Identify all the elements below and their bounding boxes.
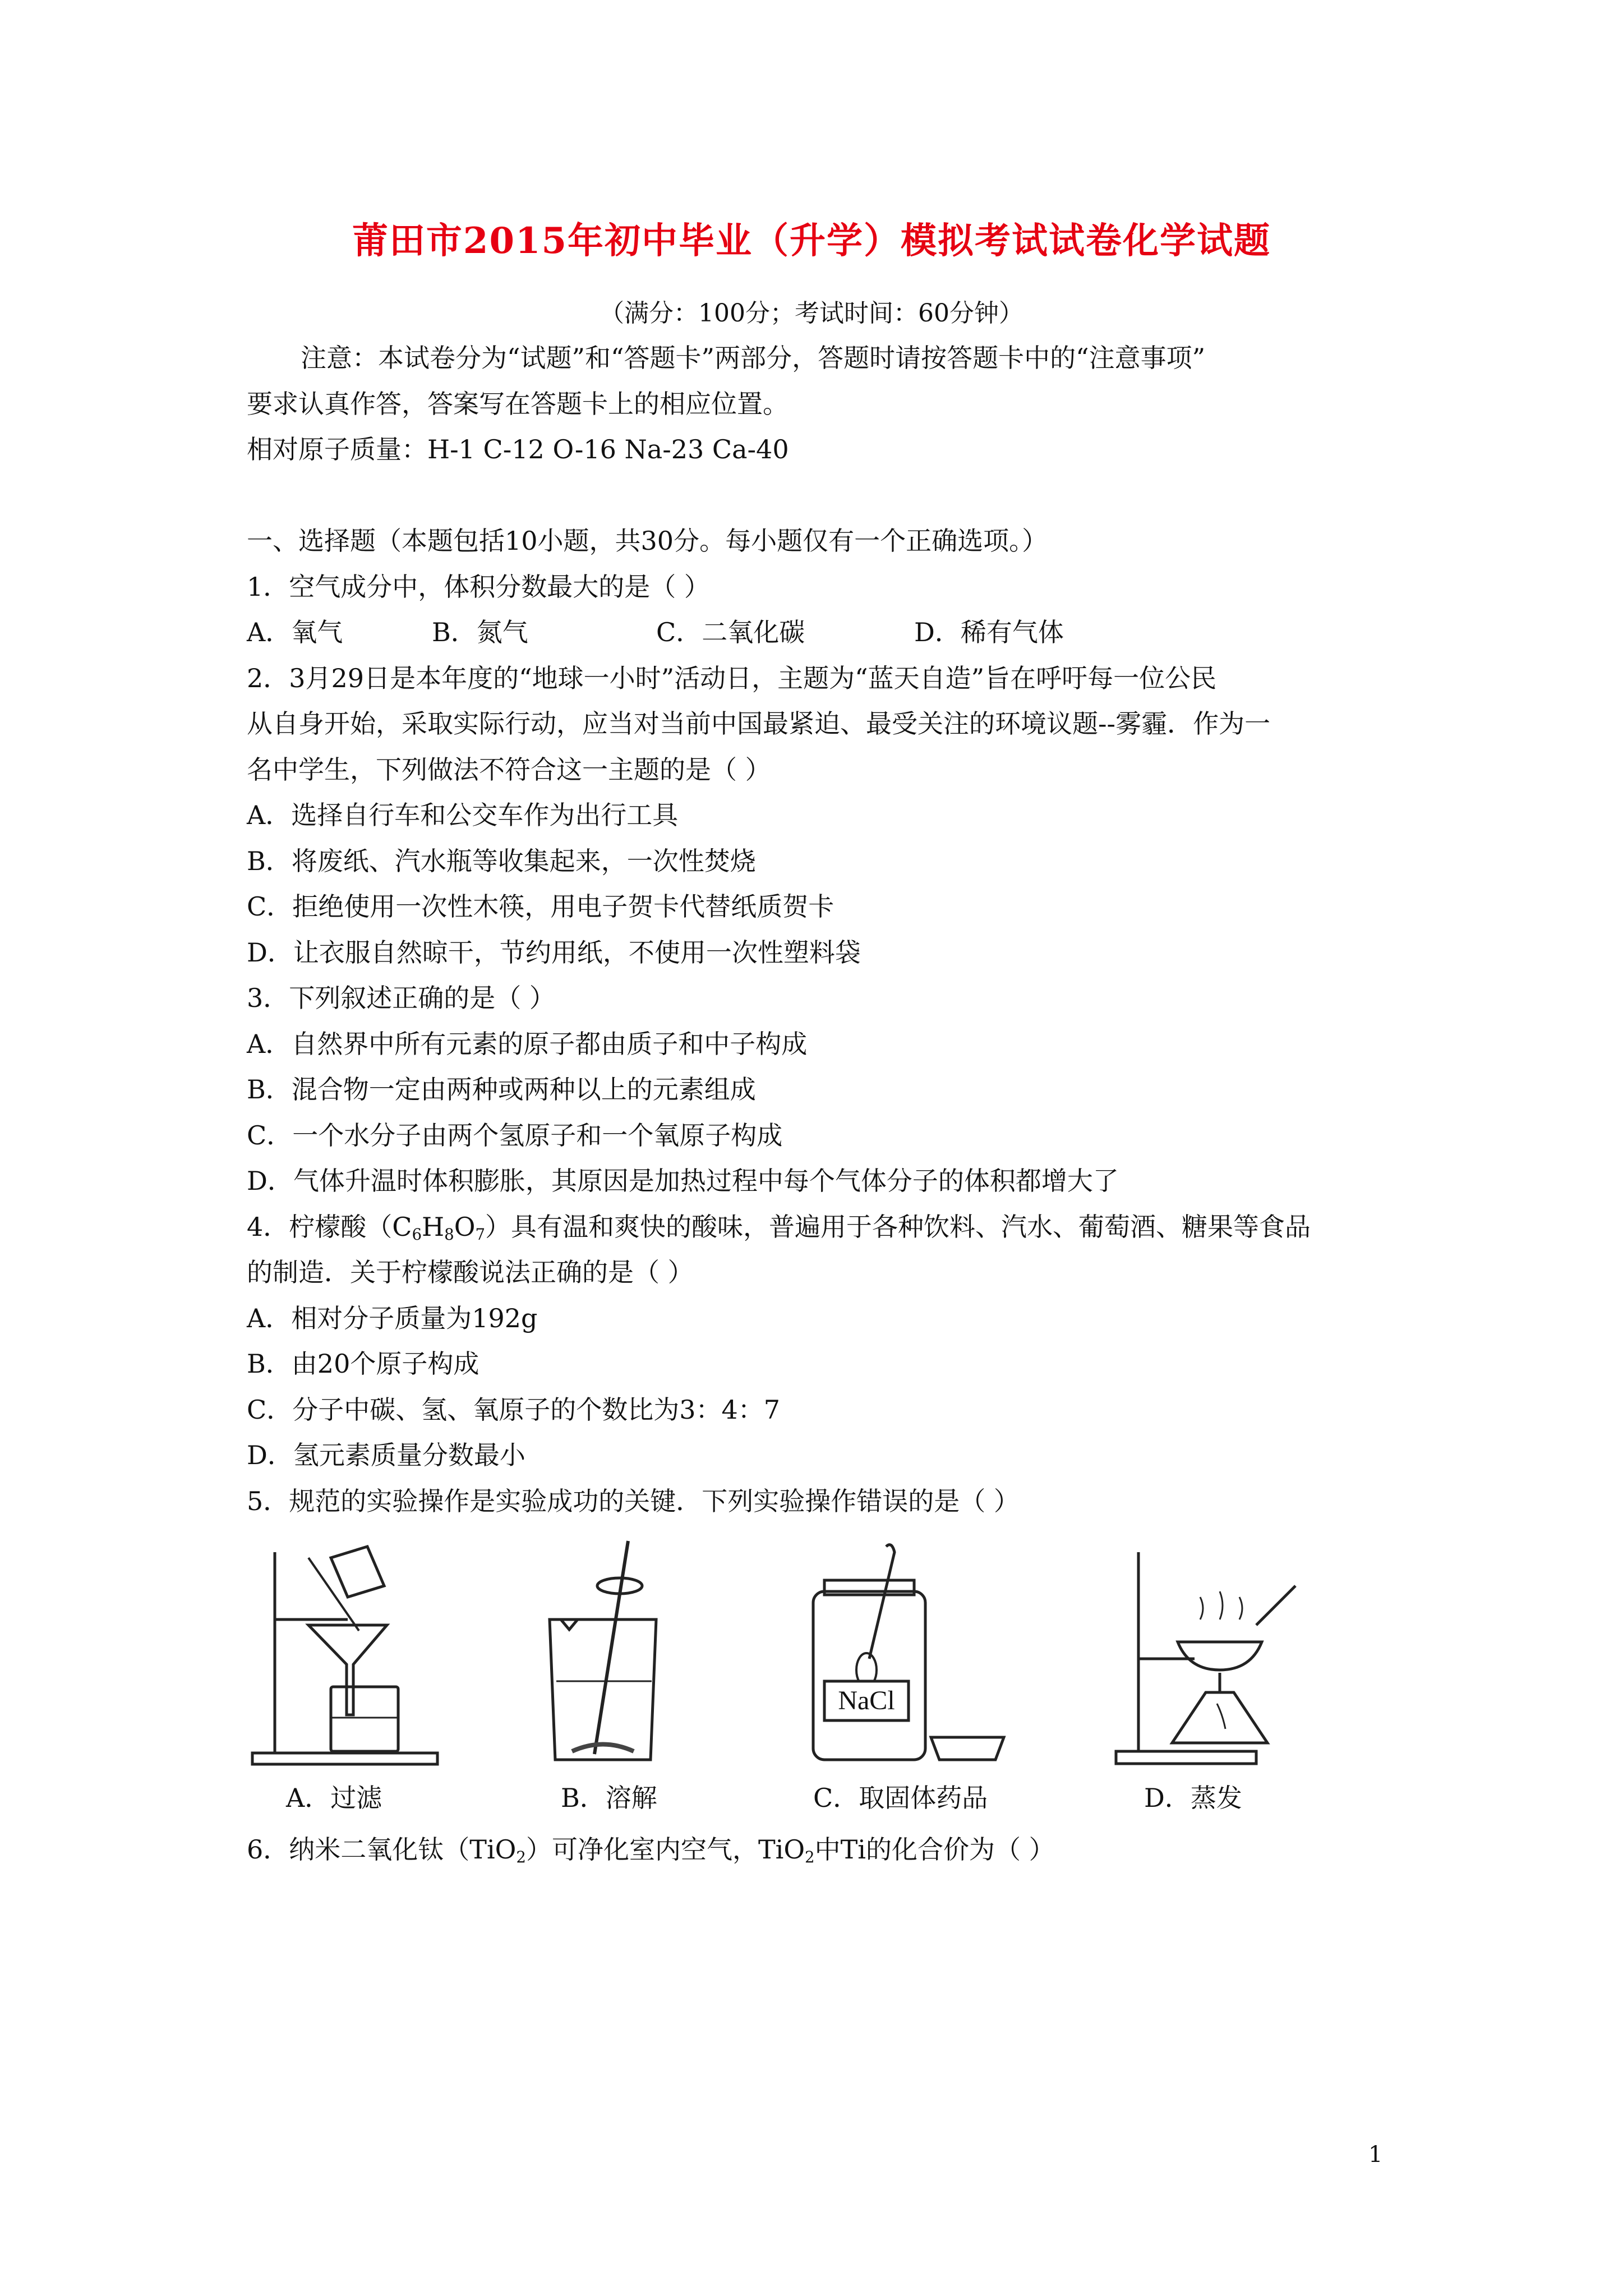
option-c: C．二氧化碳 xyxy=(656,617,805,647)
q6-sub: 2 xyxy=(805,1847,815,1866)
question-6-stem xyxy=(247,1827,1391,1873)
q4-stem-prefix: 4．柠檬酸（C xyxy=(247,1211,412,1242)
notice-line: 要求认真作答，答案写在答题卡上的相应位置。 xyxy=(247,388,789,419)
exam-info: （满分：100分；考试时间：60分钟） xyxy=(600,299,1023,328)
question-2-stem: 从自身开始，采取实际行动，应当对当前中国最紧迫、最受关注的环境议题--雾霾．作为一 xyxy=(247,708,1271,739)
filtration-figure xyxy=(247,1535,449,1771)
q6-text: ）可净化室内空气，TiO xyxy=(525,1834,805,1865)
question-4-option-a: A．相对分子质量为192g xyxy=(247,1303,538,1333)
question-2-stem: 2．3月29日是本年度的“地球一小时”活动日，主题为“蓝天自造”旨在呼吁每一位公民 xyxy=(247,662,1217,693)
question-3-option-a: A．自然界中所有元素的原子都由质子和中子构成 xyxy=(247,1028,808,1059)
option-a: A．氧气 xyxy=(247,617,343,647)
q4-sub: 6 xyxy=(412,1225,422,1244)
question-2-option-d: D．让衣服自然晾干，节约用纸，不使用一次性塑料袋 xyxy=(247,937,861,968)
question-5-figures xyxy=(247,1524,1391,1827)
q4-formula: H xyxy=(422,1211,445,1242)
caption-b: B．溶解 xyxy=(561,1783,657,1813)
q4-sub: 7 xyxy=(475,1225,485,1244)
caption-c: C．取固体药品 xyxy=(813,1783,988,1813)
question-5-stem: 5．规范的实验操作是实验成功的关键．下列实验操作错误的是（ ） xyxy=(247,1485,1020,1516)
question-2-stem: 名中学生，下列做法不符合这一主题的是（ ） xyxy=(247,754,771,785)
question-4-option-d: D．氢元素质量分数最小 xyxy=(247,1440,525,1470)
q6-sub: 2 xyxy=(516,1847,526,1866)
question-3-stem: 3．下列叙述正确的是（ ） xyxy=(247,983,555,1013)
section-heading: 一、选择题（本题包括10小题，共30分。每小题仅有一个正确选项。） xyxy=(247,526,1048,556)
q6-text: 6．纳米二氧化钛（TiO xyxy=(247,1834,517,1865)
q4-stem-suffix: ）具有温和爽快的酸味，普遍用于各种饮料、汽水、葡萄酒、糖果等食品 xyxy=(485,1211,1311,1242)
question-3-option-d: D．气体升温时体积膨胀，其原因是加热过程中每个气体分子的体积都增大了 xyxy=(247,1166,1119,1196)
dissolving-figure xyxy=(538,1535,667,1771)
nacl-label: NaCl xyxy=(838,1686,895,1715)
spacer xyxy=(247,473,1391,519)
q6-text: 中Ti的化合价为（ ） xyxy=(814,1834,1055,1865)
question-2-option-b: B．将废纸、汽水瓶等收集起来，一次性焚烧 xyxy=(247,845,756,876)
page-number: 1 xyxy=(1368,2142,1383,2168)
atomic-mass-line: 相对原子质量：H-1 C-12 O-16 Na-23 Ca-40 xyxy=(247,434,789,464)
exam-content xyxy=(247,335,1391,1873)
option-d: D．稀有气体 xyxy=(914,617,1064,647)
notice-line: 注意：本试卷分为“试题”和“答题卡”两部分，答题时请按答题卡中的“注意事项” xyxy=(301,343,1206,373)
option-b: B．氮气 xyxy=(432,617,528,647)
evaporation-figure xyxy=(1110,1535,1312,1771)
question-4-stem xyxy=(247,1204,1391,1250)
question-3-option-c: C．一个水分子由两个氢原子和一个氧原子构成 xyxy=(247,1120,783,1151)
question-2-option-c: C．拒绝使用一次性木筷，用电子贺卡代替纸质贺卡 xyxy=(247,891,834,922)
question-1-options xyxy=(247,610,1391,656)
question-4-option-b: B．由20个原子构成 xyxy=(247,1349,479,1379)
question-2-option-a: A．选择自行车和公交车作为出行工具 xyxy=(247,800,679,830)
solid-reagent-figure xyxy=(802,1535,1015,1771)
q4-sub: 8 xyxy=(444,1225,454,1244)
question-4-option-c: C．分子中碳、氢、氧原子的个数比为3：4：7 xyxy=(247,1394,780,1425)
q4-formula: O xyxy=(454,1211,476,1242)
caption-d: D．蒸发 xyxy=(1144,1783,1242,1813)
question-3-option-b: B．混合物一定由两种或两种以上的元素组成 xyxy=(247,1074,756,1105)
question-1-stem: 1．空气成分中，体积分数最大的是（ ） xyxy=(247,571,710,602)
question-4-stem: 的制造．关于柠檬酸说法正确的是（ ） xyxy=(247,1257,694,1287)
page-title: 莆田市2015年初中毕业（升学）模拟考试试卷化学试题 xyxy=(352,220,1271,262)
caption-a: A．过滤 xyxy=(286,1783,382,1813)
